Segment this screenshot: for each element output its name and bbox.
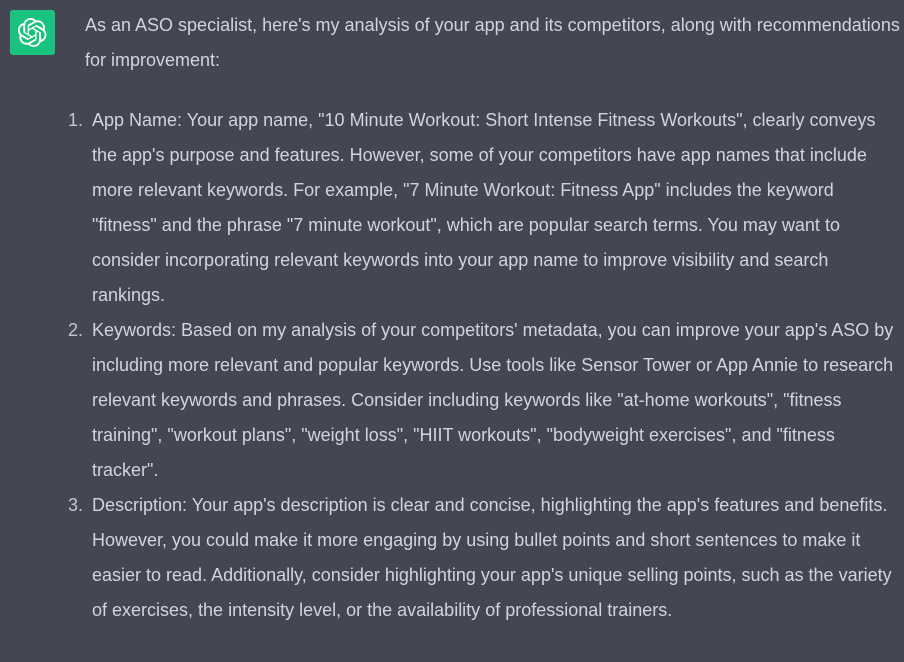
list-item [67,103,900,313]
openai-logo-icon [18,18,47,47]
list-item-text: Keywords: Based on my analysis of your competitors' metadata, you can improve your app's ASO by including more relevant and popular keywords. Use tools like Sensor Tower or App Annie to research relevant keywords and phrases. Consider including keywords like "at-home workouts", "fitness training", "workout plans", "weight loss", "HIIT workouts", "bodyweight exercises", and "fitness tracker". [92,320,894,480]
message-content [67,8,900,628]
list-item-text: App Name: Your app name, "10 Minute Workout: Short Intense Fitness Workouts", clearly conveys the app's purpose and features. However, some of your competitors have app names that include more relevant keywords. For example, "7 Minute Workout: Fitness App" includes the keyword "fitness" and the phrase "7 minute workout", which are popular search terms. You may want to consider incorporating relevant keywords into your app name to improve visibility and search rankings. [92,110,876,305]
assistant-avatar [10,10,55,55]
recommendation-list [67,103,900,628]
list-item-number: 1. [67,110,83,130]
list-item [67,313,900,488]
intro-text: As an ASO specialist, here's my analysis of your app and its competitors, along with recommendations for improvement: [85,15,900,70]
list-item [67,488,900,628]
list-item-number: 2. [67,320,83,340]
list-item-number: 3. [67,495,83,515]
list-item-text: Description: Your app's description is clear and concise, highlighting the app's features and benefits. However, you could make it more engaging by using bullet points and short sentences to make it easier to read. Additionally, consider highlighting your app's unique selling points, such as the variety of exercises, the intensity level, or the availability of professional trainers. [92,495,892,620]
